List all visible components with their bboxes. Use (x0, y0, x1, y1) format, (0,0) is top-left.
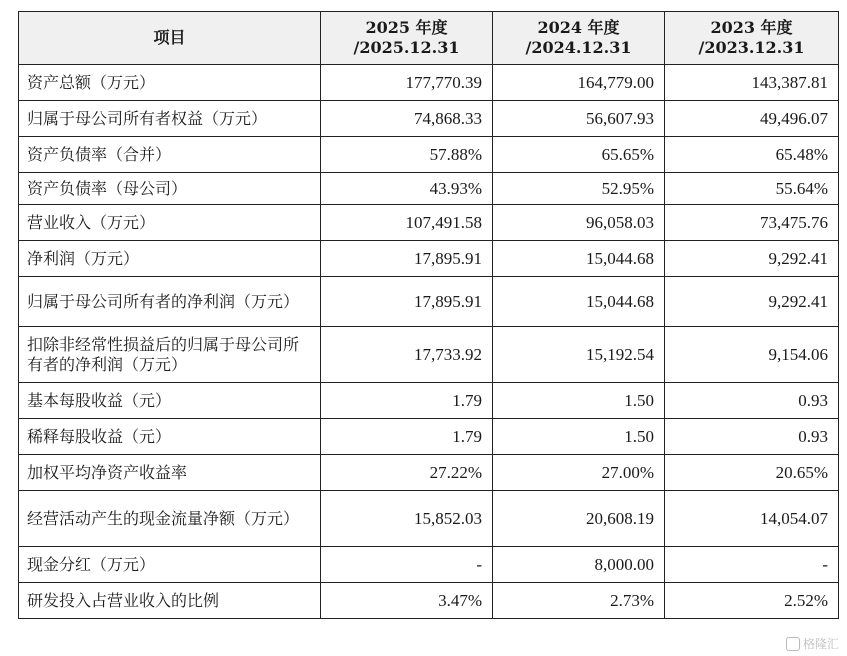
row-label: 经营活动产生的现金流量净额（万元） (19, 491, 321, 547)
row-label: 基本每股收益（元） (19, 383, 321, 419)
table-row (19, 65, 839, 101)
table-row (19, 491, 839, 547)
table-header (19, 12, 839, 65)
header-item: 项目 (19, 12, 321, 65)
cell-value: 96,058.03 (493, 205, 665, 241)
cell-value: 49,496.07 (665, 101, 839, 137)
cell-value: 2.73% (493, 583, 665, 619)
cell-value: 27.22% (321, 455, 493, 491)
cell-value: 17,895.91 (321, 277, 493, 327)
row-label: 扣除非经常性损益后的归属于母公司所有者的净利润（万元） (19, 327, 321, 383)
row-label: 加权平均净资产收益率 (19, 455, 321, 491)
cell-value: 20.65% (665, 455, 839, 491)
cell-value: - (665, 547, 839, 583)
row-label: 归属于母公司所有者的净利润（万元） (19, 277, 321, 327)
cell-value: 15,044.68 (493, 241, 665, 277)
cell-value: 143,387.81 (665, 65, 839, 101)
cell-value: 177,770.39 (321, 65, 493, 101)
cell-value: 15,852.03 (321, 491, 493, 547)
cell-value: 1.79 (321, 419, 493, 455)
row-label: 现金分红（万元） (19, 547, 321, 583)
table-row (19, 277, 839, 327)
cell-value: 9,154.06 (665, 327, 839, 383)
cell-value: 52.95% (493, 173, 665, 205)
cell-value: 14,054.07 (665, 491, 839, 547)
cell-value: 164,779.00 (493, 65, 665, 101)
cell-value: 55.64% (665, 173, 839, 205)
header-year-2023: 2023 年度 /2023.12.31 (665, 12, 839, 65)
table-row (19, 419, 839, 455)
header-row (19, 12, 839, 65)
row-label: 资产负债率（母公司） (19, 173, 321, 205)
cell-value: 1.79 (321, 383, 493, 419)
row-label: 归属于母公司所有者权益（万元） (19, 101, 321, 137)
cell-value: 17,895.91 (321, 241, 493, 277)
cell-value: 8,000.00 (493, 547, 665, 583)
cell-value: 15,192.54 (493, 327, 665, 383)
table-row (19, 327, 839, 383)
watermark-text: 格隆汇 (802, 637, 839, 651)
cell-value: 107,491.58 (321, 205, 493, 241)
cell-value: 56,607.93 (493, 101, 665, 137)
row-label: 营业收入（万元） (19, 205, 321, 241)
cell-value: 43.93% (321, 173, 493, 205)
table-row (19, 383, 839, 419)
financial-table (18, 11, 839, 619)
cell-value: 2.52% (665, 583, 839, 619)
cell-value: 9,292.41 (665, 277, 839, 327)
cell-value: 17,733.92 (321, 327, 493, 383)
table-row (19, 101, 839, 137)
cell-value: 9,292.41 (665, 241, 839, 277)
table-row (19, 455, 839, 491)
cell-value: 3.47% (321, 583, 493, 619)
table-body (19, 65, 839, 619)
cell-value: 74,868.33 (321, 101, 493, 137)
table-row (19, 205, 839, 241)
table-row (19, 137, 839, 173)
row-label: 资产负债率（合并） (19, 137, 321, 173)
table-row (19, 173, 839, 205)
cell-value: 27.00% (493, 455, 665, 491)
table-row (19, 583, 839, 619)
gelonghui-logo-icon (786, 637, 800, 651)
cell-value: 57.88% (321, 137, 493, 173)
cell-value: 65.48% (665, 137, 839, 173)
cell-value: 1.50 (493, 419, 665, 455)
cell-value: 0.93 (665, 419, 839, 455)
table-row (19, 241, 839, 277)
cell-value: 20,608.19 (493, 491, 665, 547)
cell-value: 1.50 (493, 383, 665, 419)
cell-value: 0.93 (665, 383, 839, 419)
cell-value: 65.65% (493, 137, 665, 173)
header-year-2024: 2024 年度 /2024.12.31 (493, 12, 665, 65)
row-label: 净利润（万元） (19, 241, 321, 277)
row-label: 资产总额（万元） (19, 65, 321, 101)
row-label: 稀释每股收益（元） (19, 419, 321, 455)
cell-value: - (321, 547, 493, 583)
table-row (19, 547, 839, 583)
cell-value: 15,044.68 (493, 277, 665, 327)
cell-value: 73,475.76 (665, 205, 839, 241)
watermark (786, 635, 839, 652)
header-year-2025: 2025 年度 /2025.12.31 (321, 12, 493, 65)
row-label: 研发投入占营业收入的比例 (19, 583, 321, 619)
